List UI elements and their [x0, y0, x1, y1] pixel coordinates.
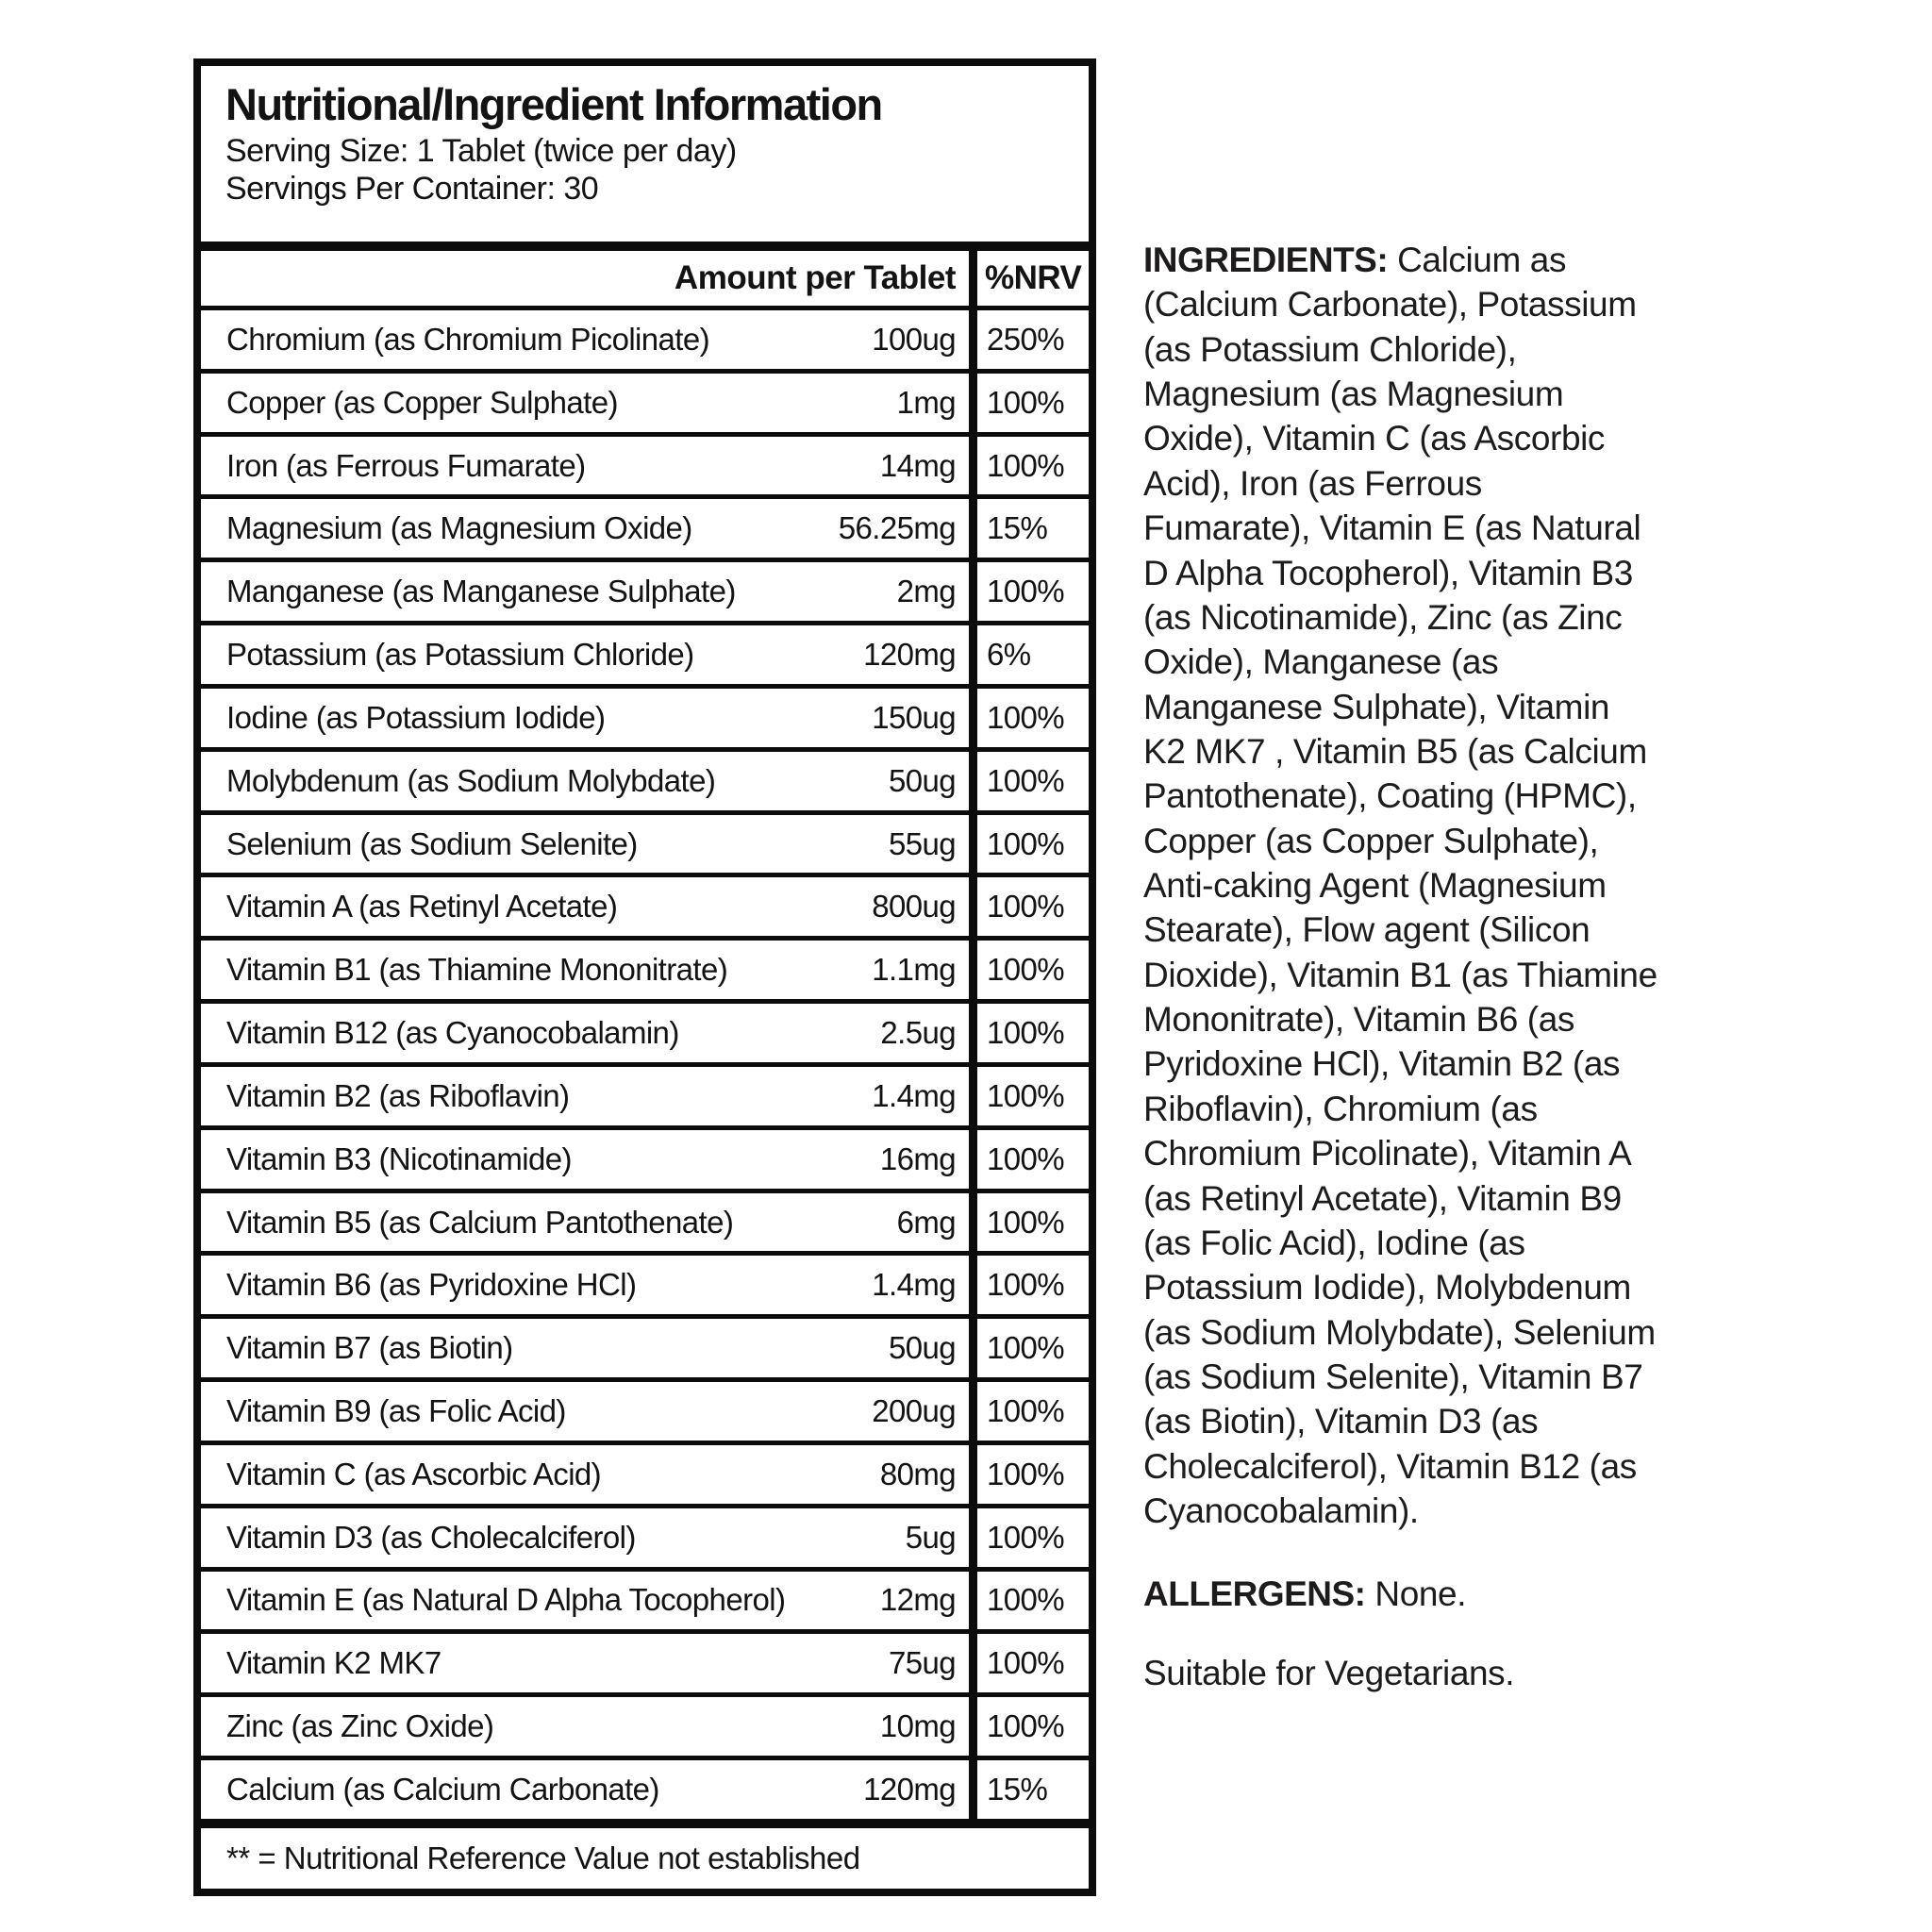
nutrient-name: Vitamin E (as Natural D Alpha Tocopherol)	[226, 1582, 786, 1618]
table-footnote: ** = Nutritional Reference Value not established	[201, 1828, 1089, 1889]
table-row	[201, 1004, 1089, 1062]
table-row	[201, 1319, 1089, 1377]
table-header	[201, 66, 1089, 242]
table-row	[201, 562, 1089, 621]
nutrient-amount: 80mg	[879, 1456, 956, 1491]
nutrient-cell	[201, 1319, 969, 1377]
table-row	[201, 877, 1089, 936]
nutrient-name: Vitamin B3 (Nicotinamide)	[226, 1141, 572, 1176]
nutrient-name: Molybdenum (as Sodium Molybdate)	[226, 762, 716, 798]
nutrient-name: Calcium (as Calcium Carbonate)	[226, 1771, 659, 1807]
nutrient-nrv: 100%	[977, 1508, 1089, 1567]
page-title: Nutritional/Ingredient Information	[225, 79, 882, 129]
table-row	[201, 1508, 1089, 1567]
nutrient-name: Potassium (as Potassium Chloride)	[226, 637, 694, 673]
nutrient-nrv: 100%	[977, 815, 1089, 874]
nutrient-amount: 200ug	[872, 1392, 956, 1428]
nutrient-nrv: 100%	[977, 1572, 1089, 1630]
nutrient-name: Vitamin K2 MK7	[226, 1645, 441, 1681]
table-row	[201, 1067, 1089, 1125]
nutrient-name: Vitamin B9 (as Folic Acid)	[226, 1392, 566, 1428]
table-row	[201, 374, 1089, 432]
nutrient-nrv: 100%	[977, 1130, 1089, 1189]
nutrient-nrv: 100%	[977, 374, 1089, 432]
nutrient-name: Manganese (as Manganese Sulphate)	[226, 574, 736, 609]
nutrient-cell	[201, 752, 969, 810]
nutrient-nrv: 100%	[977, 1634, 1089, 1692]
nutrient-cell	[201, 1382, 969, 1441]
nutrient-amount: 150ug	[872, 699, 956, 735]
nutrient-amount: 2mg	[896, 574, 956, 609]
nutrient-nrv: 250%	[977, 310, 1089, 369]
nutrient-amount: 56.25mg	[838, 510, 956, 546]
table-row	[201, 310, 1089, 369]
nutrient-cell	[201, 562, 969, 621]
allergens-text: None.	[1365, 1574, 1467, 1614]
column-header-row	[201, 251, 1089, 306]
nutrient-cell	[201, 625, 969, 684]
nutrient-nrv: 15%	[977, 1760, 1089, 1819]
ingredients-text: Calcium as (Calcium Carbonate), Potassium (as Potassium Chloride), Magnesium (as Magnesium Oxide), Vitamin C (as Ascorbic Acid), Iron (as Ferrous Fumarate), Vitamin E (as Natural D Alpha Tocopherol), Vitamin B3 (as Nicotinamide), Zinc (as Zinc Oxide), Manganese (as Manganese Sulphate), Vitamin K2 MK7 , Vitamin B5 (as Calcium Pantothenate), Coating (HPMC), Copper (as Copper Sulphate), Anti-caking Agent (Magnesium Stearate), Flow agent (Silicon Dioxide), Vitamin B1 (as Thiamine Mononitrate), Vitamin B6 (as Pyridoxine HCl), Vitamin B2 (as Riboflavin), Chromium (as Chromium Picolinate), Vitamin A (as Retinyl Acetate), Vitamin B9 (as Folic Acid), Iodine (as Potassium Iodide), Molybdenum (as Sodium Molybdate), Selenium (as Sodium Selenite), Vitamin B7 (as Biotin), Vitamin D3 (as Cholecalciferol), Vitamin B12 (as Cyanocobalamin).	[1143, 241, 1657, 1531]
nutrient-cell	[201, 1508, 969, 1567]
nutrient-amount: 14mg	[879, 447, 956, 483]
nutrient-nrv: 100%	[977, 562, 1089, 621]
nutrient-nrv: 100%	[977, 1697, 1089, 1756]
table-row	[201, 499, 1089, 558]
nutrient-cell	[201, 1193, 969, 1252]
table-row	[201, 1445, 1089, 1504]
nutrient-nrv: 100%	[977, 1004, 1089, 1062]
nutrient-amount: 1mg	[896, 384, 956, 420]
nutrient-amount: 6mg	[896, 1204, 956, 1240]
nutrient-nrv: 100%	[977, 437, 1089, 495]
nutrient-cell	[201, 815, 969, 874]
nutrient-amount: 50ug	[888, 762, 956, 798]
nutrient-name: Vitamin B5 (as Calcium Pantothenate)	[226, 1204, 734, 1240]
nutrient-name: Vitamin B12 (as Cyanocobalamin)	[226, 1015, 679, 1051]
nutrient-cell	[201, 1067, 969, 1125]
ingredients-panel	[1143, 238, 1657, 1693]
table-row	[201, 1130, 1089, 1189]
nutrient-cell	[201, 941, 969, 999]
nutrient-nrv: 100%	[977, 1256, 1089, 1314]
nutrient-cell	[201, 1004, 969, 1062]
nutrient-nrv: 100%	[977, 689, 1089, 747]
nutrient-cell	[201, 1760, 969, 1819]
nutrient-nrv: 100%	[977, 1067, 1089, 1125]
nutrient-amount: 120mg	[863, 637, 956, 673]
table-row	[201, 1382, 1089, 1441]
vegetarian-note: Suitable for Vegetarians.	[1143, 1654, 1515, 1693]
nutrient-cell	[201, 310, 969, 369]
table-row	[201, 1760, 1089, 1819]
serving-size: Serving Size: 1 Tablet (twice per day)	[225, 133, 737, 170]
nutrient-nrv: 100%	[977, 752, 1089, 810]
nutrient-cell	[201, 499, 969, 558]
table-row	[201, 752, 1089, 810]
servings-per-container: Servings Per Container: 30	[225, 171, 599, 208]
nutrient-name: Vitamin B7 (as Biotin)	[226, 1330, 513, 1366]
nutrient-amount: 12mg	[879, 1582, 956, 1618]
allergens-line	[1143, 1574, 1657, 1614]
nutrient-amount: 75ug	[888, 1645, 956, 1681]
nutrient-amount: 55ug	[888, 825, 956, 861]
nutrient-name: Vitamin B2 (as Riboflavin)	[226, 1077, 570, 1113]
nutrient-amount: 16mg	[879, 1141, 956, 1176]
nutrient-cell	[201, 689, 969, 747]
nutrient-amount: 1.1mg	[872, 952, 956, 988]
nutrient-name: Selenium (as Sodium Selenite)	[226, 825, 638, 861]
table-row	[201, 1193, 1089, 1252]
nutrient-name: Vitamin B1 (as Thiamine Mononitrate)	[226, 952, 728, 988]
table-row	[201, 1697, 1089, 1756]
table-row	[201, 1256, 1089, 1314]
nutrient-cell	[201, 877, 969, 936]
table-row	[201, 1634, 1089, 1692]
nutrition-facts-table	[193, 58, 1096, 1896]
nutrient-name: Chromium (as Chromium Picolinate)	[226, 321, 710, 357]
nutrient-name: Zinc (as Zinc Oxide)	[226, 1708, 494, 1744]
nutrient-cell	[201, 1256, 969, 1314]
nutrient-name: Vitamin B6 (as Pyridoxine HCl)	[226, 1267, 637, 1303]
nutrient-amount: 120mg	[863, 1771, 956, 1807]
allergens-label: ALLERGENS:	[1143, 1574, 1366, 1614]
nutrient-name: Magnesium (as Magnesium Oxide)	[226, 510, 692, 546]
nrv-column-header: %NRV	[977, 251, 1089, 306]
nutrient-amount: 10mg	[879, 1708, 956, 1744]
ingredients-label: INGREDIENTS:	[1143, 241, 1389, 279]
nutrient-name: Copper (as Copper Sulphate)	[226, 384, 618, 420]
nutrient-cell	[201, 1445, 969, 1504]
nutrient-name: Iron (as Ferrous Fumarate)	[226, 447, 586, 483]
nutrient-amount: 2.5ug	[880, 1015, 956, 1051]
table-row	[201, 625, 1089, 684]
nutrient-name: Vitamin D3 (as Cholecalciferol)	[226, 1519, 636, 1555]
nutrient-name: Vitamin A (as Retinyl Acetate)	[226, 889, 618, 924]
nutrient-name: Iodine (as Potassium Iodide)	[226, 699, 606, 735]
nutrient-nrv: 6%	[977, 625, 1089, 684]
nutrient-cell	[201, 374, 969, 432]
amount-column-header: Amount per Tablet	[201, 251, 969, 306]
nutrient-cell	[201, 1634, 969, 1692]
nutrient-name: Vitamin C (as Ascorbic Acid)	[226, 1456, 602, 1491]
table-row	[201, 1572, 1089, 1630]
nutrient-nrv: 100%	[977, 941, 1089, 999]
nutrient-nrv: 100%	[977, 1445, 1089, 1504]
nutrient-amount: 100ug	[872, 321, 956, 357]
nutrient-nrv: 15%	[977, 499, 1089, 558]
table-row	[201, 689, 1089, 747]
nutrient-amount: 800ug	[872, 889, 956, 924]
nutrient-nrv: 100%	[977, 1382, 1089, 1441]
nutrient-nrv: 100%	[977, 1193, 1089, 1252]
table-row	[201, 437, 1089, 495]
nutrient-nrv: 100%	[977, 877, 1089, 936]
nutrient-amount: 50ug	[888, 1330, 956, 1366]
table-row	[201, 941, 1089, 999]
nutrient-cell	[201, 1130, 969, 1189]
nutrient-amount: 5ug	[905, 1519, 956, 1555]
table-row	[201, 815, 1089, 874]
nutrient-cell	[201, 1572, 969, 1630]
ingredients-paragraph	[1143, 238, 1657, 1533]
nutrient-amount: 1.4mg	[872, 1077, 956, 1113]
nutrient-nrv: 100%	[977, 1319, 1089, 1377]
nutrient-cell	[201, 1697, 969, 1756]
nutrient-amount: 1.4mg	[872, 1267, 956, 1303]
nutrient-cell	[201, 437, 969, 495]
